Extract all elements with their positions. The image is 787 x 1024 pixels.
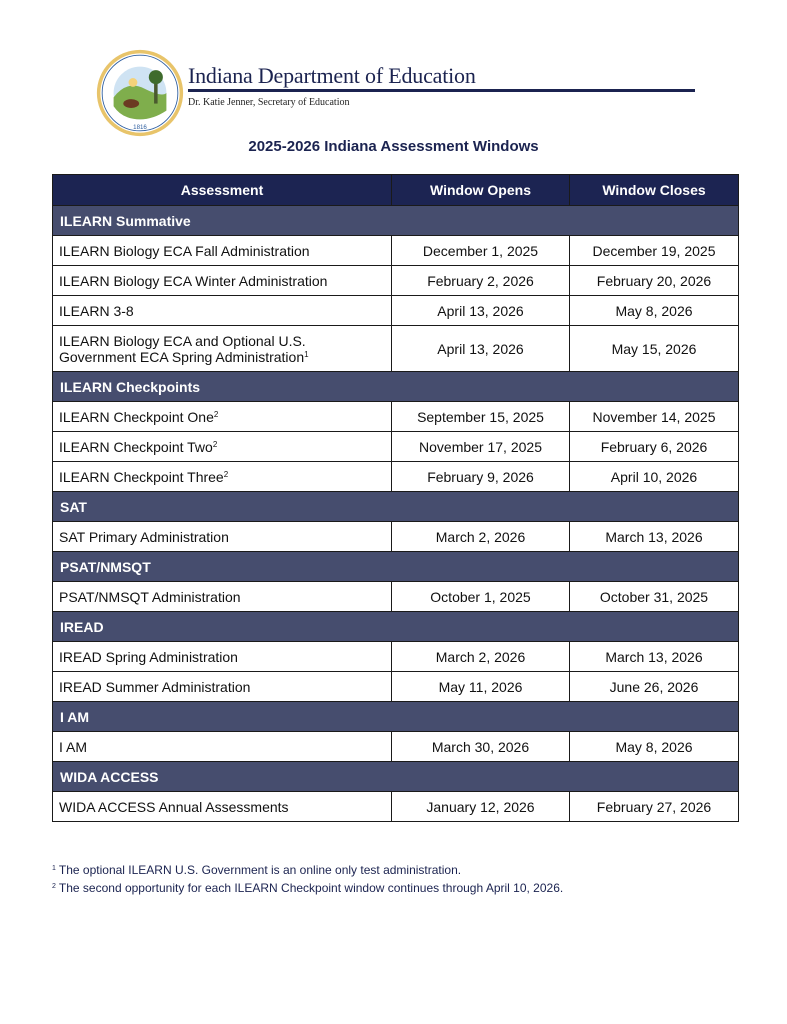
- section-label: WIDA ACCESS: [53, 762, 739, 792]
- seal-year: 1816: [133, 124, 147, 132]
- section-row-wida-access: [53, 762, 739, 792]
- footnote-marker: 2: [52, 883, 56, 890]
- window-opens: March 30, 2026: [392, 732, 570, 762]
- window-closes: February 27, 2026: [570, 792, 739, 822]
- footnote-text: The optional ILEARN U.S. Government is an online only test administration.: [58, 863, 462, 877]
- table-row: [53, 462, 739, 492]
- section-row-ilearn-summative: [53, 206, 739, 236]
- assessment-name: [53, 462, 392, 492]
- section-label: ILEARN Summative: [53, 206, 739, 236]
- assessment-name: IREAD Summer Administration: [53, 672, 392, 702]
- window-closes: February 6, 2026: [570, 432, 739, 462]
- table-row: [53, 792, 739, 822]
- section-label: PSAT/NMSQT: [53, 552, 739, 582]
- section-label: I AM: [53, 702, 739, 732]
- window-opens: October 1, 2025: [392, 582, 570, 612]
- table-row: [53, 236, 739, 266]
- assessment-name: ILEARN Biology ECA Fall Administration: [53, 236, 392, 266]
- table-row: [53, 326, 739, 372]
- window-closes: November 14, 2025: [570, 402, 739, 432]
- window-opens: March 2, 2026: [392, 642, 570, 672]
- section-row-psat-nmsqt: [53, 552, 739, 582]
- window-closes: June 26, 2026: [570, 672, 739, 702]
- table-row: [53, 296, 739, 326]
- assessment-name-text: ILEARN Checkpoint One: [59, 408, 214, 425]
- assessment-name: PSAT/NMSQT Administration: [53, 582, 392, 612]
- column-header-assessment: Assessment: [53, 175, 392, 206]
- section-row-ilearn-checkpoints: [53, 372, 739, 402]
- window-closes: February 20, 2026: [570, 266, 739, 296]
- assessment-name: [53, 326, 392, 372]
- assessment-name: WIDA ACCESS Annual Assessments: [53, 792, 392, 822]
- assessment-name: ILEARN 3-8: [53, 296, 392, 326]
- footnote-1: [52, 861, 563, 879]
- table-row: [53, 582, 739, 612]
- assessment-name-text: ILEARN Checkpoint Two: [59, 438, 213, 455]
- footnote-2: [52, 879, 563, 897]
- assessment-name: I AM: [53, 732, 392, 762]
- assessment-name: [53, 402, 392, 432]
- window-closes: March 13, 2026: [570, 522, 739, 552]
- column-header-window-closes: Window Closes: [570, 175, 739, 206]
- footnote-marker: 1: [304, 349, 309, 359]
- section-row-iread: [53, 612, 739, 642]
- table-row: [53, 432, 739, 462]
- header-divider: [188, 89, 695, 92]
- section-label: IREAD: [53, 612, 739, 642]
- window-opens: November 17, 2025: [392, 432, 570, 462]
- window-closes: October 31, 2025: [570, 582, 739, 612]
- table-header-row: [53, 175, 739, 206]
- table-row: [53, 402, 739, 432]
- window-opens: March 2, 2026: [392, 522, 570, 552]
- organization-subtitle: Dr. Katie Jenner, Secretary of Education: [188, 97, 350, 108]
- table-row: [53, 672, 739, 702]
- section-label: SAT: [53, 492, 739, 522]
- window-opens: May 11, 2026: [392, 672, 570, 702]
- table-row: [53, 266, 739, 296]
- column-header-window-opens: Window Opens: [392, 175, 570, 206]
- assessment-name: [53, 432, 392, 462]
- table-row: [53, 732, 739, 762]
- assessment-name: SAT Primary Administration: [53, 522, 392, 552]
- table-row: [53, 522, 739, 552]
- footnote-marker: 2: [212, 439, 218, 449]
- section-label: ILEARN Checkpoints: [53, 372, 739, 402]
- organization-name: Indiana Department of Education: [188, 63, 476, 88]
- footnote-marker: 2: [223, 469, 229, 479]
- section-row-sat: [53, 492, 739, 522]
- window-opens: September 15, 2025: [392, 402, 570, 432]
- window-opens: December 1, 2025: [392, 236, 570, 266]
- footnotes: [52, 861, 563, 897]
- window-closes: December 19, 2025: [570, 236, 739, 266]
- assessment-windows-table: [52, 174, 739, 822]
- window-closes: May 8, 2026: [570, 296, 739, 326]
- document-title: 2025-2026 Indiana Assessment Windows: [248, 138, 539, 155]
- window-closes: April 10, 2026: [570, 462, 739, 492]
- window-opens: February 2, 2026: [392, 266, 570, 296]
- section-row-i-am: [53, 702, 739, 732]
- indiana-state-seal-icon: [96, 49, 184, 137]
- window-opens: February 9, 2026: [392, 462, 570, 492]
- assessment-name-line-2: Government ECA Spring Administration: [59, 348, 305, 365]
- assessment-name-text: ILEARN Checkpoint Three: [59, 468, 224, 485]
- assessment-name-line-1: ILEARN Biology ECA and Optional U.S.: [59, 332, 306, 349]
- assessment-name: ILEARN Biology ECA Winter Administration: [53, 266, 392, 296]
- table-row: [53, 642, 739, 672]
- window-closes: May 8, 2026: [570, 732, 739, 762]
- window-opens: January 12, 2026: [392, 792, 570, 822]
- footnote-marker: 2: [213, 409, 219, 419]
- window-closes: March 13, 2026: [570, 642, 739, 672]
- window-closes: May 15, 2026: [570, 326, 739, 372]
- assessment-name: IREAD Spring Administration: [53, 642, 392, 672]
- window-opens: April 13, 2026: [392, 326, 570, 372]
- footnote-marker: 1: [52, 865, 56, 872]
- window-opens: April 13, 2026: [392, 296, 570, 326]
- footnote-text: The second opportunity for each ILEARN Checkpoint window continues through April 10, 2026.: [58, 881, 564, 895]
